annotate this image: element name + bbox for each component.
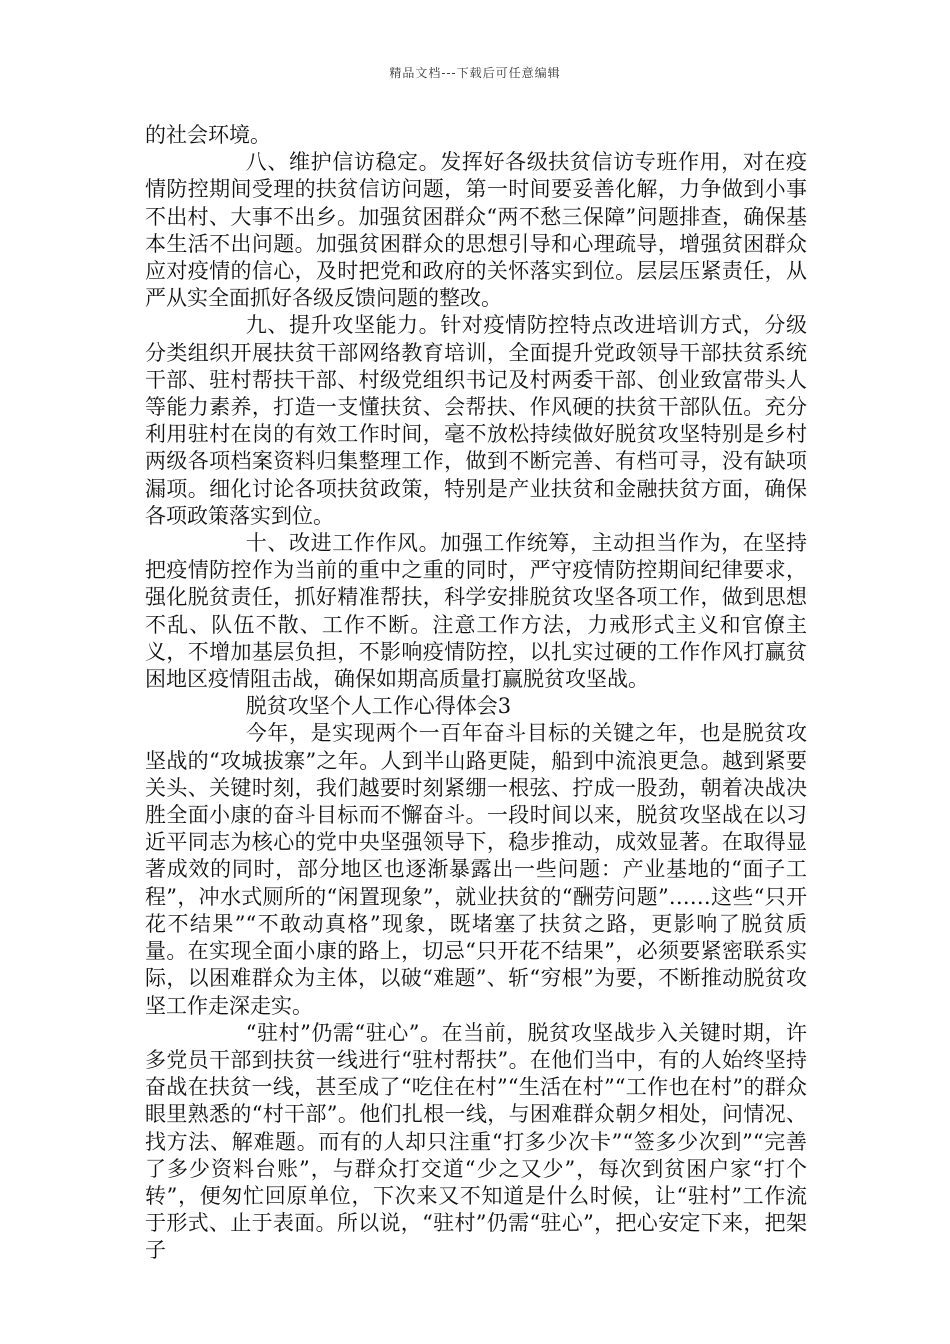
paragraph-continuation: 的社会环境。 (145, 123, 271, 147)
page-header: 精品文档---下载后可任意编辑 (389, 66, 561, 80)
document-body (145, 122, 807, 1265)
section-title: 脱贫攻坚个人工作心得体会3 (245, 694, 512, 719)
paragraph-item-eight: 八、维护信访稳定。发挥好各级扶贫信访专班作用，对在疫情防控期间受理的扶贫信访问题，第一时间要妥善化解，力争做到小事不出村、大事不出乡。加强贫困群众“两不愁三保障”问题排查，确保基本生活不出问题。加强贫困群众的思想引导和心理疏导，增强贫困群众应对疫情的信心，及时把党和政府的关怀落实到位。层层压紧责任，从严从实全面抓好各级反馈问题的整改。 (145, 150, 807, 311)
paragraph-item-ten: 十、改进工作作风。加强工作统筹，主动担当作为，在坚持把疫情防控作为当前的重中之重的同时，严守疫情防控期间纪律要求，强化脱贫责任，抓好精准帮扶，科学安排脱贫攻坚各项工作，做到思想不乱、队伍不散、工作不断。注意工作方法，力戒形式主义和官僚主义，不增加基层负担，不影响疫情防控，以扎实过硬的工作作风打赢贫困地区疫情阻击战，确保如期高质量打赢脱贫攻坚战。 (145, 531, 807, 692)
paragraph-intro: 今年，是实现两个一百年奋斗目标的关键之年，也是脱贫攻坚战的“攻城拔寨”之年。人到半山路更陡，船到中流浪更急。越到紧要关头、关键时刻，我们越要时刻紧绷一根弦、拧成一股劲，朝着决战决胜全面小康的奋斗目标而不懈奋斗。一段时间以来，脱贫攻坚战在以习近平同志为核心的党中央坚强领导下，稳步推动，成效显著。在取得显著成效的同时，部分地区也逐渐暴露出一些问题：产业基地的“面子工程”，冲水式厕所的“闲置现象”，就业扶贫的“酬劳问题”……这些“只开花不结果”“不敢动真格”现象，既堵塞了扶贫之路，更影响了脱贫质量。在实现全面小康的路上，切忌“只开花不结果”，必须要紧密联系实际，以困难群众为主体，以破“难题”、斩“穷根”为要，不断推动脱贫攻坚工作走深走实。 (145, 721, 807, 1018)
paragraph-item-nine: 九、提升攻坚能力。针对疫情防控特点改进培训方式，分级分类组织开展扶贫干部网络教育培训，全面提升党政领导干部扶贫系统干部、驻村帮扶干部、村级党组织书记及村两委干部、创业致富带头人等能力素养，打造一支懂扶贫、会帮扶、作风硬的扶贫干部队伍。充分利用驻村在岗的有效工作时间，毫不放松持续做好脱贫攻坚特别是乡村两级各项档案资料归集整理工作，做到不断完善、有档可寻，没有缺项漏项。细化讨论各项扶贫政策，特别是产业扶贫和金融扶贫方面，确保各项政策落实到位。 (145, 313, 807, 528)
paragraph-zhucun: “驻村”仍需“驻心”。在当前，脱贫攻坚战步入关键时期，许多党员干部到扶贫一线进行“驻村帮扶”。在他们当中，有的人始终坚持奋战在扶贫一线，甚至成了“吃住在村”“生活在村”“工作也在村”的群众眼里熟悉的“村干部”。他们扎根一线，与困难群众朝夕相处，问情况、找方法、解难题。而有的人却只注重“打多少次卡”“签多少次到”“完善了多少资料台账”，与群众打交道“少之又少”，每次到贫困户家“打个转”，便匆忙回原单位，下次来又不知道是什么时候，让“驻村”工作流于形式、止于表面。所以说，“驻村”仍需“驻心”，把心安定下来，把架子 (145, 1020, 807, 1263)
